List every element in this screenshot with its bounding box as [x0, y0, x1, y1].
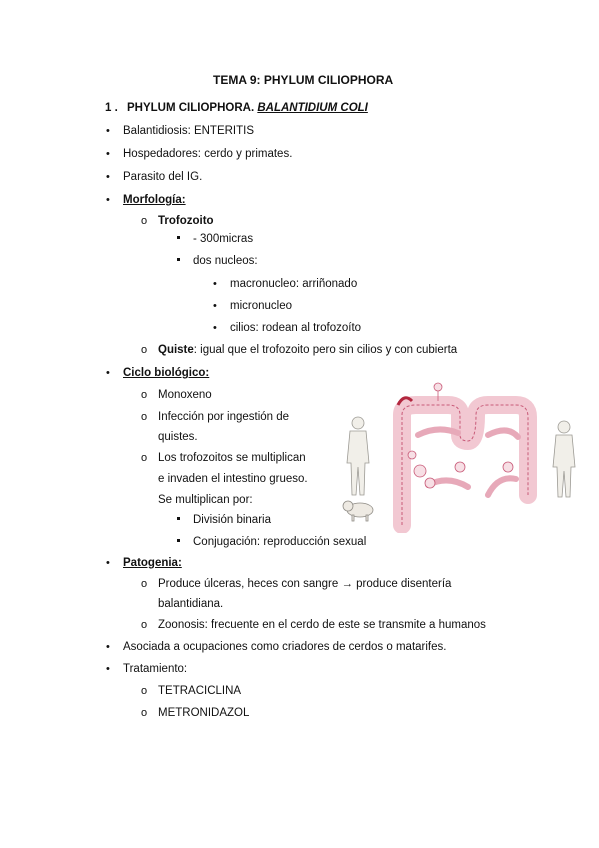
item-infeccion-2: quistes.	[158, 431, 198, 443]
bullet-marker: •	[106, 194, 110, 206]
bullet-marker: •	[106, 125, 110, 137]
item-trofozoitos-1: Los trofozoitos se multiplican	[158, 452, 306, 464]
item-cilios: cilios: rodean al trofozoíto	[230, 322, 362, 334]
bullet-marker: •	[106, 663, 110, 675]
item-tetraciclina: TETRACICLINA	[158, 685, 242, 697]
circle-marker: o	[141, 411, 148, 423]
item-nucleos: dos nucleos:	[193, 255, 258, 267]
quiste-text: : igual que el trofozoito pero sin cilios y con cubierta	[193, 344, 458, 356]
item-parasito: Parasito del IG.	[123, 171, 203, 183]
circle-marker: o	[141, 344, 148, 356]
item-micronucleo: micronucleo	[230, 300, 292, 312]
bullet-marker: •	[106, 171, 110, 183]
item-conjugacion: Conjugación: reproducción sexual	[193, 536, 367, 548]
pig-figure	[343, 501, 373, 521]
item-trofozoitos-2: e invaden el intestino grueso.	[158, 473, 308, 485]
quiste-label: Quiste	[158, 344, 194, 356]
heading-morfologia: Morfología:	[123, 194, 186, 206]
page-title: TEMA 9: PHYLUM CILIOPHORA	[213, 73, 394, 87]
section-species: BALANTIDIUM COLI	[257, 102, 368, 114]
square-marker	[177, 236, 180, 239]
item-tratamiento: Tratamiento:	[123, 663, 188, 675]
square-marker	[177, 258, 180, 261]
item-hospedadores: Hospedadores: cerdo y primates.	[123, 148, 293, 160]
bullet-marker: •	[213, 278, 217, 290]
item-monoxeno: Monoxeno	[158, 389, 212, 401]
section-heading	[105, 101, 368, 115]
item-division: División binaria	[193, 514, 271, 526]
bullet-marker: •	[213, 300, 217, 312]
bullet-marker: •	[106, 367, 110, 379]
bullet-marker: •	[213, 322, 217, 334]
human-right-figure	[553, 421, 575, 497]
item-zoonosis: Zoonosis: frecuente en el cerdo de este se transmite a humanos	[158, 619, 486, 631]
item-macronucleo: macronucleo: arriñonado	[230, 278, 358, 290]
section-number: 1 .	[105, 102, 118, 114]
item-size: - 300micras	[193, 233, 254, 245]
circle-marker: o	[141, 452, 148, 464]
circle-marker: o	[141, 215, 148, 227]
bullet-marker: •	[106, 557, 110, 569]
circle-marker: o	[141, 578, 148, 590]
circle-marker: o	[141, 685, 148, 697]
life-cycle-figure	[338, 375, 590, 533]
item-ulceras-1: Produce úlceras, heces con sangre → produce disentería	[158, 578, 452, 590]
heading-patogenia: Patogenia:	[123, 557, 182, 569]
circle-marker: o	[141, 619, 148, 631]
section-label: PHYLUM CILIOPHORA.	[127, 102, 255, 114]
circle-marker: o	[141, 707, 148, 719]
item-trofozoito: Trofozoito	[158, 215, 214, 227]
item-metronidazol: METRONIDAZOL	[158, 707, 250, 719]
item-trofozoitos-3: Se multiplican por:	[158, 494, 253, 506]
item-quiste	[158, 343, 457, 357]
human-left-figure	[347, 417, 369, 495]
item-ulceras-2: balantidiana.	[158, 598, 224, 610]
item-balantidiosis: Balantidiosis: ENTERITIS	[123, 125, 255, 137]
bullet-marker: •	[106, 641, 110, 653]
item-asociada: Asociada a ocupaciones como criadores de cerdos o matarifes.	[123, 641, 447, 653]
bullet-marker: •	[106, 148, 110, 160]
square-marker	[177, 517, 180, 520]
item-infeccion-1: Infección por ingestión de	[158, 411, 290, 423]
circle-marker: o	[141, 389, 148, 401]
heading-ciclo: Ciclo biológico:	[123, 367, 210, 379]
intestine-figure	[398, 383, 528, 525]
square-marker	[177, 539, 180, 542]
